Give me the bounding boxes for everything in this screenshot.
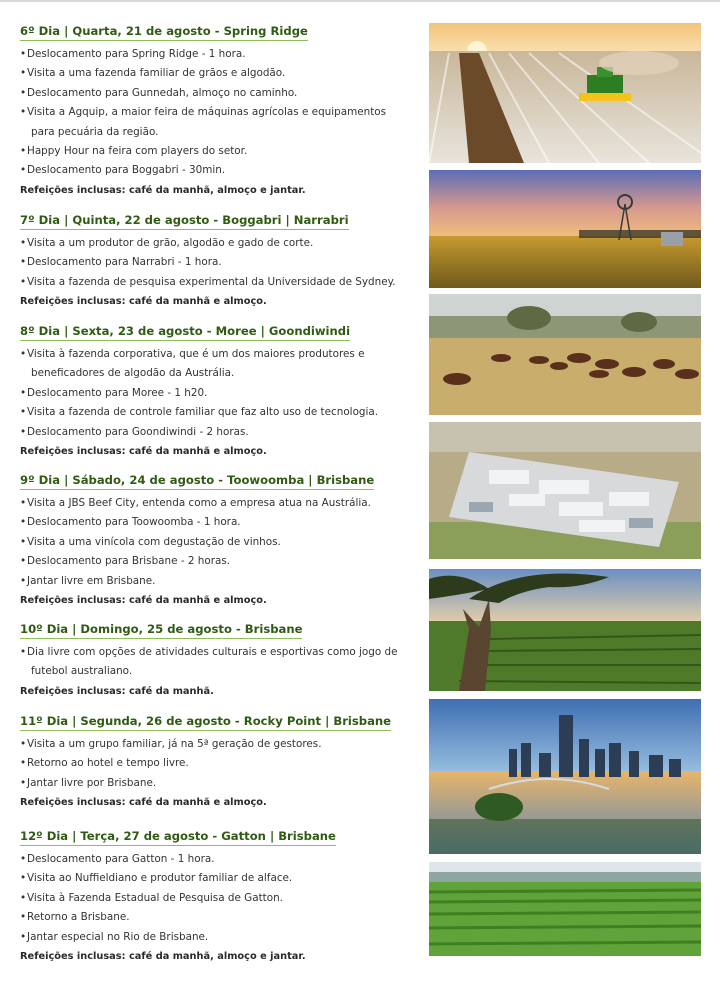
day-7-title: 7º Dia | Quinta, 22 de agosto - Boggabri | Narrabri [20,213,349,230]
day-12-meals: Refeições inclusas: café da manhã, almoço e jantar. [20,951,306,963]
list-item: • Jantar livre por Brisbane. [20,774,412,793]
list-item: • Dia livre com opções de atividades culturais e esportivas como jogo de [20,643,412,662]
list-item: • Deslocamento para Gatton - 1 hora. [20,850,412,869]
day-12-list [20,850,412,947]
cotton-harvester-photo [429,23,701,163]
list-item: • Deslocamento para Spring Ridge - 1 hora. [20,45,412,64]
list-item: • Deslocamento para Goondiwindi - 2 horas. [20,423,412,442]
windmill-sunset-photo [429,170,701,288]
list-item: • Visita ao Nuffieldiano e produtor familiar de alface. [20,869,412,888]
list-item: • Visita a fazenda de pesquisa experimental da Universidade de Sydney. [20,273,412,292]
lettuce-field-photo [429,862,701,956]
day-6-title: 6º Dia | Quarta, 21 de agosto - Spring Ridge [20,24,308,41]
list-item-continuation [20,662,412,681]
day-7-meals: Refeições inclusas: café da manhã e almoço. [20,296,267,308]
list-item: • Retorno a Brisbane. [20,908,412,927]
top-divider [0,0,720,2]
list-item: • Visita a Agquip, a maior feira de máquinas agrícolas e equipamentos [20,103,412,122]
continuation-text: para pecuária da região. [31,125,159,138]
day-11-meals: Refeições inclusas: café da manhã e almoço. [20,797,267,809]
continuation-text: beneficadores de algodão da Austrália. [31,367,235,380]
day-8-section [20,320,412,461]
day-11-section [20,710,412,812]
list-item: • Deslocamento para Toowoomba - 1 hora. [20,513,412,532]
industrial-aerial-photo [429,422,701,559]
list-item-continuation [20,123,412,142]
day-8-list [20,345,412,442]
day-9-list [20,494,412,591]
day-10-title: 10º Dia | Domingo, 25 de agosto - Brisbane [20,622,302,639]
day-10-list [20,643,412,682]
list-item: • Visita a uma vinícola com degustação de vinhos. [20,533,412,552]
list-item: • Visita a fazenda de controle familiar que faz alto uso de tecnologia. [20,403,412,422]
list-item: • Jantar especial no Rio de Brisbane. [20,928,412,947]
day-9-meals: Refeições inclusas: café da manhã e almoço. [20,595,267,607]
cattle-grazing-photo [429,294,701,415]
day-10-section [20,618,412,701]
day-12-section [20,825,412,966]
list-item: • Visita a um produtor de grão, algodão e gado de corte. [20,234,412,253]
day-10-meals: Refeições inclusas: café da manhã. [20,685,214,697]
list-item: • Visita à Fazenda Estadual de Pesquisa de Gatton. [20,889,412,908]
list-item: • Deslocamento para Brisbane - 2 horas. [20,552,412,571]
list-item: • Visita a JBS Beef City, entenda como a empresa atua na Austrália. [20,494,412,513]
day-9-section [20,469,412,610]
city-skyline-photo [429,699,701,854]
day-6-list [20,45,412,181]
day-11-list [20,735,412,793]
continuation-text: futebol australiano. [31,665,133,678]
list-item: • Retorno ao hotel e tempo livre. [20,754,412,773]
list-item: • Deslocamento para Moree - 1 h20. [20,384,412,403]
list-item: • Happy Hour na feira com players do setor. [20,142,412,161]
day-7-list [20,234,412,292]
day-7-section [20,209,412,311]
day-6-meals: Refeições inclusas: café da manhã, almoço e jantar. [20,184,306,196]
list-item: • Jantar livre em Brisbane. [20,572,412,591]
day-8-meals: Refeições inclusas: café da manhã e almoço. [20,446,267,458]
list-item: • Visita à fazenda corporativa, que é um dos maiores produtores e [20,345,412,364]
day-12-title: 12º Dia | Terça, 27 de agosto - Gatton | Brisbane [20,829,336,846]
list-item: • Deslocamento para Narrabri - 1 hora. [20,253,412,272]
vineyard-tree-photo [429,569,701,691]
list-item: • Deslocamento para Boggabri - 30min. [20,161,412,180]
list-item: • Deslocamento para Gunnedah, almoço no caminho. [20,84,412,103]
day-6-section [20,20,412,200]
day-11-title: 11º Dia | Segunda, 26 de agosto - Rocky Point | Brisbane [20,714,391,731]
day-9-title: 9º Dia | Sábado, 24 de agosto - Toowoomba | Brisbane [20,473,374,490]
day-8-title: 8º Dia | Sexta, 23 de agosto - Moree | Goondiwindi [20,324,350,341]
list-item: • Visita a uma fazenda familiar de grãos e algodão. [20,64,412,83]
list-item: • Visita a um grupo familiar, já na 5ª geração de gestores. [20,735,412,754]
list-item-continuation [20,364,412,383]
